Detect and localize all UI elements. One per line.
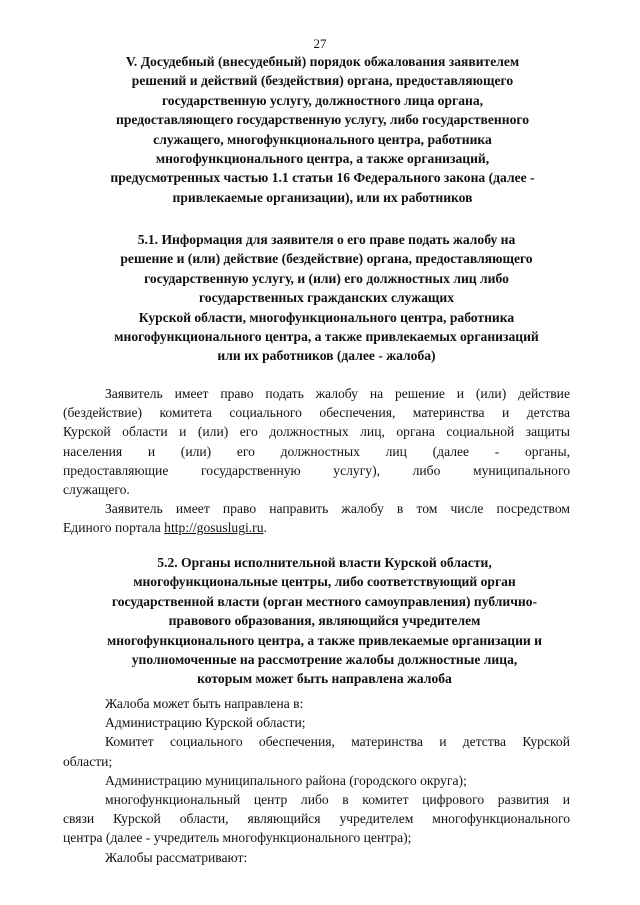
list-item: Комитет социального обеспечения, материнства и детства Курской — [105, 734, 570, 750]
heading-line: Курской области, многофункционального центра, работника — [138, 309, 515, 325]
heading-line: многофункционального центра, а также привлекаемых организаций — [114, 329, 539, 345]
heading-line: предусмотренных частью 1.1 статьи 16 Федерального закона (далее - — [110, 170, 535, 186]
section-5-2-body — [63, 694, 570, 867]
list-item: связи Курской области, являющийся учредителем многофункционального — [63, 811, 570, 827]
body-line: служащего. — [63, 482, 130, 498]
list-item: Администрацию Курской области; — [105, 715, 306, 731]
heading-line: многофункционального центра, а также организаций, — [155, 151, 490, 167]
heading-line: многофункциональные центры, либо соответствующий орган — [133, 574, 516, 590]
page-number: 27 — [313, 36, 327, 51]
heading-line: 5.2. Органы исполнительной власти Курской области, — [157, 555, 492, 570]
section-5-heading — [70, 52, 575, 207]
heading-line: правового образования, являющийся учредителем — [168, 613, 481, 629]
heading-line: 5.1. Информация для заявителя о его праве подать жалобу на — [137, 232, 516, 247]
list-item: области; — [63, 753, 113, 769]
body-line-portal — [63, 518, 570, 537]
section-5-1-heading — [74, 230, 579, 366]
heading-line: V. Досудебный (внесудебный) порядок обжалования заявителем — [125, 54, 520, 69]
heading-line: решений и действий (бездействия) органа, предоставляющего — [131, 73, 514, 89]
heading-line: многофункционального центра, а также привлекаемые организации и — [107, 632, 542, 648]
gosuslugi-link[interactable]: http://gosuslugi.ru — [164, 520, 264, 536]
list-item: многофункциональный центр либо в комитет цифрового развития и — [105, 792, 570, 808]
heading-line: решение и (или) действие (бездействие) органа, предоставляющего — [120, 251, 533, 267]
section-5-1-body — [63, 384, 570, 538]
heading-line: государственных гражданских служащих — [198, 290, 455, 306]
body-line: Заявитель имеет право подать жалобу на решение и (или) действие — [105, 386, 570, 401]
heading-line: государственную услугу, должностного лица органа, — [161, 92, 484, 108]
list-item: Жалобы рассматривают: — [105, 849, 248, 865]
list-item: Жалоба может быть направлена в: — [105, 696, 304, 711]
list-item: центра (далее - учредитель многофункционального центра); — [63, 830, 412, 846]
section-5-2-heading — [72, 553, 577, 689]
heading-line: привлекаемые организации), или их работников — [172, 189, 473, 205]
portal-suffix: . — [263, 520, 267, 536]
heading-line: государственной власти (орган местного самоуправления) публично- — [111, 593, 538, 609]
heading-line: предоставляющего государственную услугу, либо государственного — [115, 112, 529, 128]
body-line: предоставляющие государственную услугу), либо муниципального — [63, 462, 570, 478]
portal-prefix: Единого портала — [63, 520, 165, 536]
heading-line: или их работников (далее - жалоба) — [217, 348, 436, 364]
list-item: Администрацию муниципального района (городского округа); — [105, 772, 467, 788]
body-line: (бездействие) комитета социального обеспечения, материнства и детства — [63, 405, 570, 421]
body-line: населения и (или) его должностных лиц (далее - органы, — [63, 443, 570, 459]
heading-line: которым может быть направлена жалоба — [197, 671, 452, 687]
heading-line: служащего, многофункционального центра, работника — [153, 131, 492, 147]
heading-line: уполномоченные на рассмотрение жалобы должностные лица, — [131, 652, 518, 668]
body-line: Курской области и (или) его должностных лиц, органа социальной защиты — [63, 424, 570, 440]
body-line: Заявитель имеет право направить жалобу в том числе посредством — [105, 501, 570, 517]
heading-line: государственную услугу, и (или) его должностных лиц либо — [144, 270, 509, 286]
